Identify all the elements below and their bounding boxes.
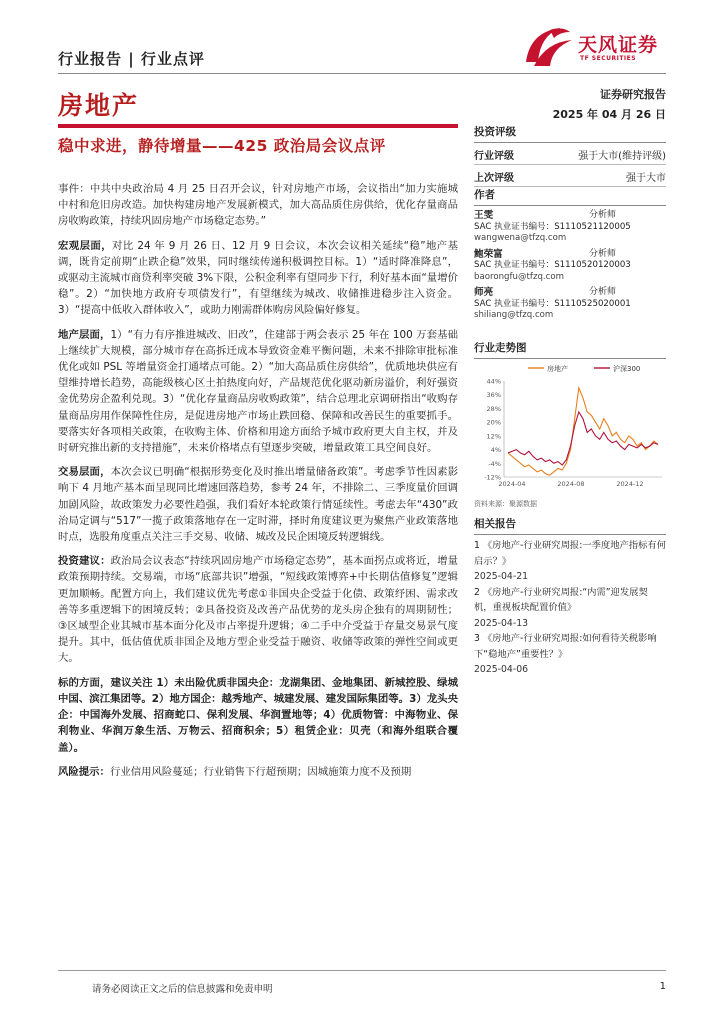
paragraph-macro: 宏观层面，对比 24 年 9 月 26 日、12 月 9 日会议，本次会议相关延续“稳”地产基调，既肯定前期“止跌企稳”效果，同时继续传递积极调控目标。1）“适时降准降息”，或驱动主流城市商贷利率突破 3%下限，公积金利率有望同步下行，利好基本面“量增价稳”。2）“加快地方政府专项债发行”，有望继续为城改、收储推进稳步注入资金。3）“提高中低收入群体收入”，或助力刚需群体购房风险偏好修复。 [58,239,458,317]
title-accent-bar [58,124,458,128]
authors-panel [474,187,666,322]
author-email[interactable]: wangwena@tfzq.com [474,233,567,243]
y-tick-label: 28% [486,404,501,413]
author-item: 师亮 分析师 SAC 执业证书编号：S1110525020001 shiliang@tfzq.com [474,287,666,322]
author-email[interactable]: baorongfu@tfzq.com [474,271,564,282]
y-tick-label: -4% [488,459,501,468]
main-content [58,181,458,788]
author-item: 鲍荣富 分析师 SAC 执业证书编号：S1110520120003 baorongfu@tfzq.com [474,249,666,284]
rating-row-previous: 上次评级 强于大市 [474,165,666,187]
trend-panel [474,340,666,509]
footer-divider [58,970,666,971]
related-panel [474,516,666,678]
author-email[interactable]: shiliang@tfzq.com [474,310,554,320]
y-tick-label: 20% [486,418,501,427]
paragraph-property: 地产层面，1）“有力有序推进城改、旧改”，住建部于两会表示 25 年在 100 万套基础上继续扩大规模，部分城市存在高拆迁成本导致资金难平衡问题，未来不排除审批标准优化或如 PSL 等增量资金打通堵点可能。2）“加大高品质住房供给”，优质地块供应有望维持增长趋势，高能级核心区土拍热度向好，产品规范优化驱动新房溢价，利好强资金优势房企盈利兑现。3）“优化存量商品房收购政策”，结合总理北京调研指出“收购存量商品房用作保障性住房，是促进房地产市场止跌回稳、保障和改善民生的重要抓手。要落实好各项相关政策，在收购主体、价格和用途方面给予城市政府更大自主权，并及时研究推出新的支持措施”，未来价格堵点有望逐步突破，增量政策工具空间良好。 [58,328,459,455]
x-tick-label: 2024-08 [557,480,585,488]
header-divider [58,73,666,74]
paragraph-event: 事件：中共中央政治局 4 月 25 日召开会议，针对房地产市场，会议指出“加力实施城中村和危旧房改造。加快构建房地产发展新模式，加大高品质住房供给，优化存量商品房收购政策，持续巩固房地产市场稳定态势。” [58,183,458,228]
y-tick-label: 12% [486,432,501,441]
series-line [508,412,658,465]
author-item: 王雯 分析师 SAC 执业证书编号：S1110521120005 wangwena@tfzq.com [474,210,666,245]
page-number: 1 [659,981,666,992]
y-tick-label: 44% [486,377,501,386]
related-item[interactable]: 3 《房地产-行业研究周报:如何看待关税影响下“稳地产”重要性？》 2025-04-06 [474,633,657,675]
rating-row-industry: 行业评级 强于大市(维持评级) [474,143,666,165]
brand-name: 天风证券 [578,34,659,56]
y-tick-label: 36% [486,391,501,400]
series-line [508,388,658,475]
x-tick-label: 2024-04 [498,480,526,488]
report-title: 稳中求进，静待增量——425 政治局会议点评 [58,137,386,155]
legend-label: 沪深300 [613,365,641,373]
paragraph-trading: 交易层面，本次会议已明确“根据形势变化及时推出增量储备政策”。考虑季节性因素影响下 4 月地产基本面呈现同比增速回落趋势，参考 24 年，不排除二、三季度量价回调加剧风险，故政策发力必要性趋强，我们看好本轮政策行情延续性。考虑去年“430”政治局定调与“517”一揽子政策落地存在一定时滞，择时角度建议更为聚焦产业政策落地时点，选股角度重点关注三手交易、收储、城改及民企困境反转逻辑线。 [58,466,459,544]
related-item[interactable]: 2 《房地产-行业研究周报:“内需”迎发展契机，重视板块配置价值》 2025-04-13 [474,586,648,629]
authors-heading: 作者 [474,187,666,206]
report-type: 证券研究报告 [600,88,666,101]
paragraph-investment: 投资建议：政治局会议表态“持续巩固房地产市场稳定态势”，基本面拐点或将近，增量政策预期持续。交易端，市场“底部共识”增强，“短线政策博弈+中长期估值修复”逻辑更加顺畅。配置方向上，我们建议优先考虑①非国央企受益于化债、政策纾困、需求改善等多重逻辑下的困境反转；②具备投资及改善产品优势的龙头房企独有的周期韧性；③区域型企业其城市基本面分化及市占率提升逻辑；④二手中介受益于存量交易景气度提升。其中，低估值优质非国企及地方型企业受益于融资、收储等政策的弹性空间或更大。 [58,555,459,665]
sector-title: 房地产 [58,91,140,120]
x-tick-label: 2024-12 [616,480,644,488]
y-tick-label: -12% [484,473,501,482]
report-category: 行业报告 | 行业点评 [58,50,205,68]
chart-source: 资料来源：聚源数据 [474,500,537,508]
paragraph-risks: 风险提示：行业信用风险蔓延；行业销售下行超预期；因城施策力度不及预期 [58,765,412,778]
paragraph-recommendations: 标的方面，建议关注 1）未出险优质非国央企：龙湖集团、金地集团、新城控股、绿城中国、滨江集团等。2）地方国企：越秀地产、城建发展、建发国际集团等。3）龙头央企：中国海外发展、招商蛇口、保利发展、华润置地等；4）优质物管：中海物业、保利物业、华润万象生活、万物云、招商积余；5）租赁企业：贝壳（和海外组联合覆盖）。 [58,676,458,754]
trend-heading: 行业走势图 [474,340,666,359]
report-date: 2025 年 04 月 26 日 [552,108,666,121]
related-item[interactable]: 1 《房地产-行业研究周报:一季度地产指标有何启示？》 2025-04-21 [474,540,666,582]
trend-chart [474,359,666,495]
brand-subtitle: TF SECURITIES [580,55,637,62]
legend-label: 房地产 [547,365,568,373]
y-tick-label: 4% [490,446,501,455]
footer-disclaimer: 请务必阅读正文之后的信息披露和免责申明 [92,984,273,995]
rating-heading: 投资评级 [474,124,666,143]
related-heading: 相关报告 [474,516,666,535]
rating-panel [474,124,666,187]
